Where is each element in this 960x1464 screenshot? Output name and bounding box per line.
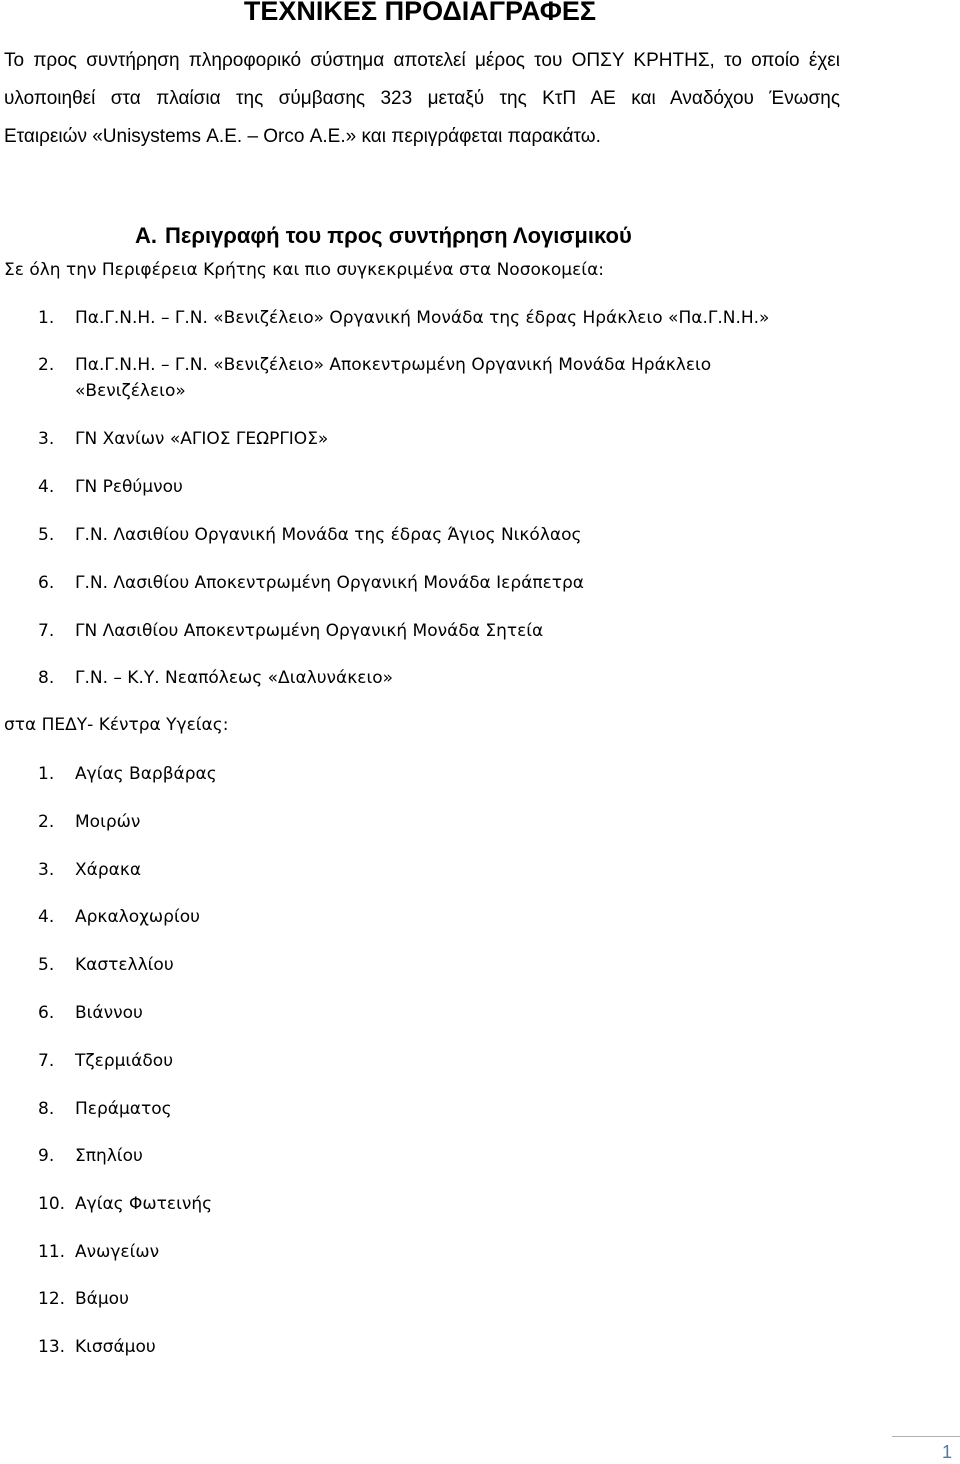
list-item-text: ΓΝ Ρεθύμνου <box>75 477 183 497</box>
intro-line: υλοποιηθεί στα πλαίσια της σύμβασης 323 μεταξύ της ΚτΠ ΑΕ και Αναδόχου Ένωσης <box>4 88 840 109</box>
list-item-text: Πα.Γ.Ν.Η. – Γ.Ν. «Βενιζέλειο» Αποκεντρωμένη Οργανική Μονάδα Ηράκλειο «Βενιζέλειο» <box>75 355 712 401</box>
list-item-number: 4. <box>38 477 55 497</box>
list-item-text: Καστελλίου <box>75 955 174 975</box>
list-item <box>38 474 795 500</box>
list-item-text: Περάματος <box>75 1099 172 1119</box>
list-item <box>38 952 795 978</box>
list-item-text: Ανωγείων <box>75 1242 160 1262</box>
list-item <box>38 1334 795 1360</box>
list-item-number: 8. <box>38 1099 55 1119</box>
list-item <box>38 618 795 644</box>
list-item-number: 3. <box>38 429 55 449</box>
list-item <box>38 1286 795 1312</box>
list-item <box>38 761 795 787</box>
list-item <box>38 426 795 452</box>
list-item <box>38 305 795 331</box>
list-item-number: 1. <box>38 764 55 784</box>
list-item <box>38 1048 795 1074</box>
list-item <box>38 522 795 548</box>
intro-line: Το προς συντήρηση πληροφορικό σύστημα αποτελεί μέρος του ΟΠΣΥ ΚΡΗΤΗΣ, το οποίο έχει <box>4 50 840 71</box>
list-item-number: 8. <box>38 668 55 688</box>
document-title: ΤΕΧΝΙΚΕΣ ΠΡΟΔΙΑΓΡΑΦΕΣ <box>243 0 597 26</box>
footer-divider <box>892 1436 960 1437</box>
list-item-number: 7. <box>38 621 55 641</box>
list-item-number: 11. <box>38 1242 66 1262</box>
list-item-text: Αγίας Φωτεινής <box>75 1194 213 1214</box>
list-item <box>38 809 795 835</box>
list-item-number: 3. <box>38 860 55 880</box>
health-centers-lead: στα ΠΕΔΥ- Κέντρα Υγείας: <box>4 715 229 735</box>
list-item-text: ΓΝ Λασιθίου Αποκεντρωμένη Οργανική Μονάδα Σητεία <box>75 621 544 641</box>
list-item-number: 9. <box>38 1146 55 1166</box>
list-item-text: Σπηλίου <box>75 1146 143 1166</box>
list-item-text: Κισσάμου <box>75 1337 156 1357</box>
list-item-text: Γ.Ν. Λασιθίου Αποκεντρωμένη Οργανική Μονάδα Ιεράπετρα <box>75 573 584 593</box>
list-item-number: 12. <box>38 1289 66 1309</box>
list-item <box>38 1143 795 1169</box>
list-item-number: 6. <box>38 1003 55 1023</box>
list-item-number: 5. <box>38 525 55 545</box>
list-item <box>38 665 795 691</box>
list-item-text: Γ.Ν. Λασιθίου Οργανική Μονάδα της έδρας Άγιος Νικόλαος <box>75 525 582 545</box>
intro-line: Εταιρειών «Unisystems Α.Ε. – Orco Α.Ε.» και περιγράφεται παρακάτω. <box>4 126 601 147</box>
section-heading <box>135 218 632 254</box>
list-item-text: Αρκαλοχωρίου <box>75 907 200 927</box>
list-item <box>38 857 795 883</box>
hospitals-lead: Σε όλη την Περιφέρεια Κρήτης και πιο συγκεκριμένα στα Νοσοκομεία: <box>4 260 604 280</box>
list-item-text: ΓΝ Χανίων «ΑΓΙΟΣ ΓΕΩΡΓΙΟΣ» <box>75 429 329 449</box>
section-number: Α. <box>135 223 157 248</box>
list-item-number: 7. <box>38 1051 55 1071</box>
list-item-number: 13. <box>38 1337 66 1357</box>
list-item <box>38 352 755 404</box>
list-item-number: 2. <box>38 812 55 832</box>
list-item <box>38 570 795 596</box>
list-item-text: Βιάννου <box>75 1003 143 1023</box>
list-item-text: Τζερμιάδου <box>75 1051 174 1071</box>
list-item <box>38 1191 795 1217</box>
list-item-text: Αγίας Βαρβάρας <box>75 764 217 784</box>
list-item-number: 6. <box>38 573 55 593</box>
list-item-number: 4. <box>38 907 55 927</box>
section-heading-text: Περιγραφή του προς συντήρηση Λογισμικού <box>165 223 632 248</box>
intro-paragraph <box>4 42 840 156</box>
list-item-number: 1. <box>38 308 55 328</box>
list-item-text: Βάμου <box>75 1289 129 1309</box>
list-item <box>38 1096 795 1122</box>
list-item-text: Γ.Ν. – Κ.Υ. Νεαπόλεως «Διαλυνάκειο» <box>75 668 394 688</box>
list-item-text: Μοιρών <box>75 812 141 832</box>
page-number: 1 <box>941 1442 952 1462</box>
list-item-number: 2. <box>38 355 55 375</box>
list-item <box>38 904 795 930</box>
list-item-number: 5. <box>38 955 55 975</box>
list-item-number: 10. <box>38 1194 66 1214</box>
list-item <box>38 1000 795 1026</box>
list-item <box>38 1239 795 1265</box>
list-item-text: Πα.Γ.Ν.Η. – Γ.Ν. «Βενιζέλειο» Οργανική Μονάδα της έδρας Ηράκλειο «Πα.Γ.Ν.Η.» <box>75 308 770 328</box>
list-item-text: Χάρακα <box>75 860 142 880</box>
